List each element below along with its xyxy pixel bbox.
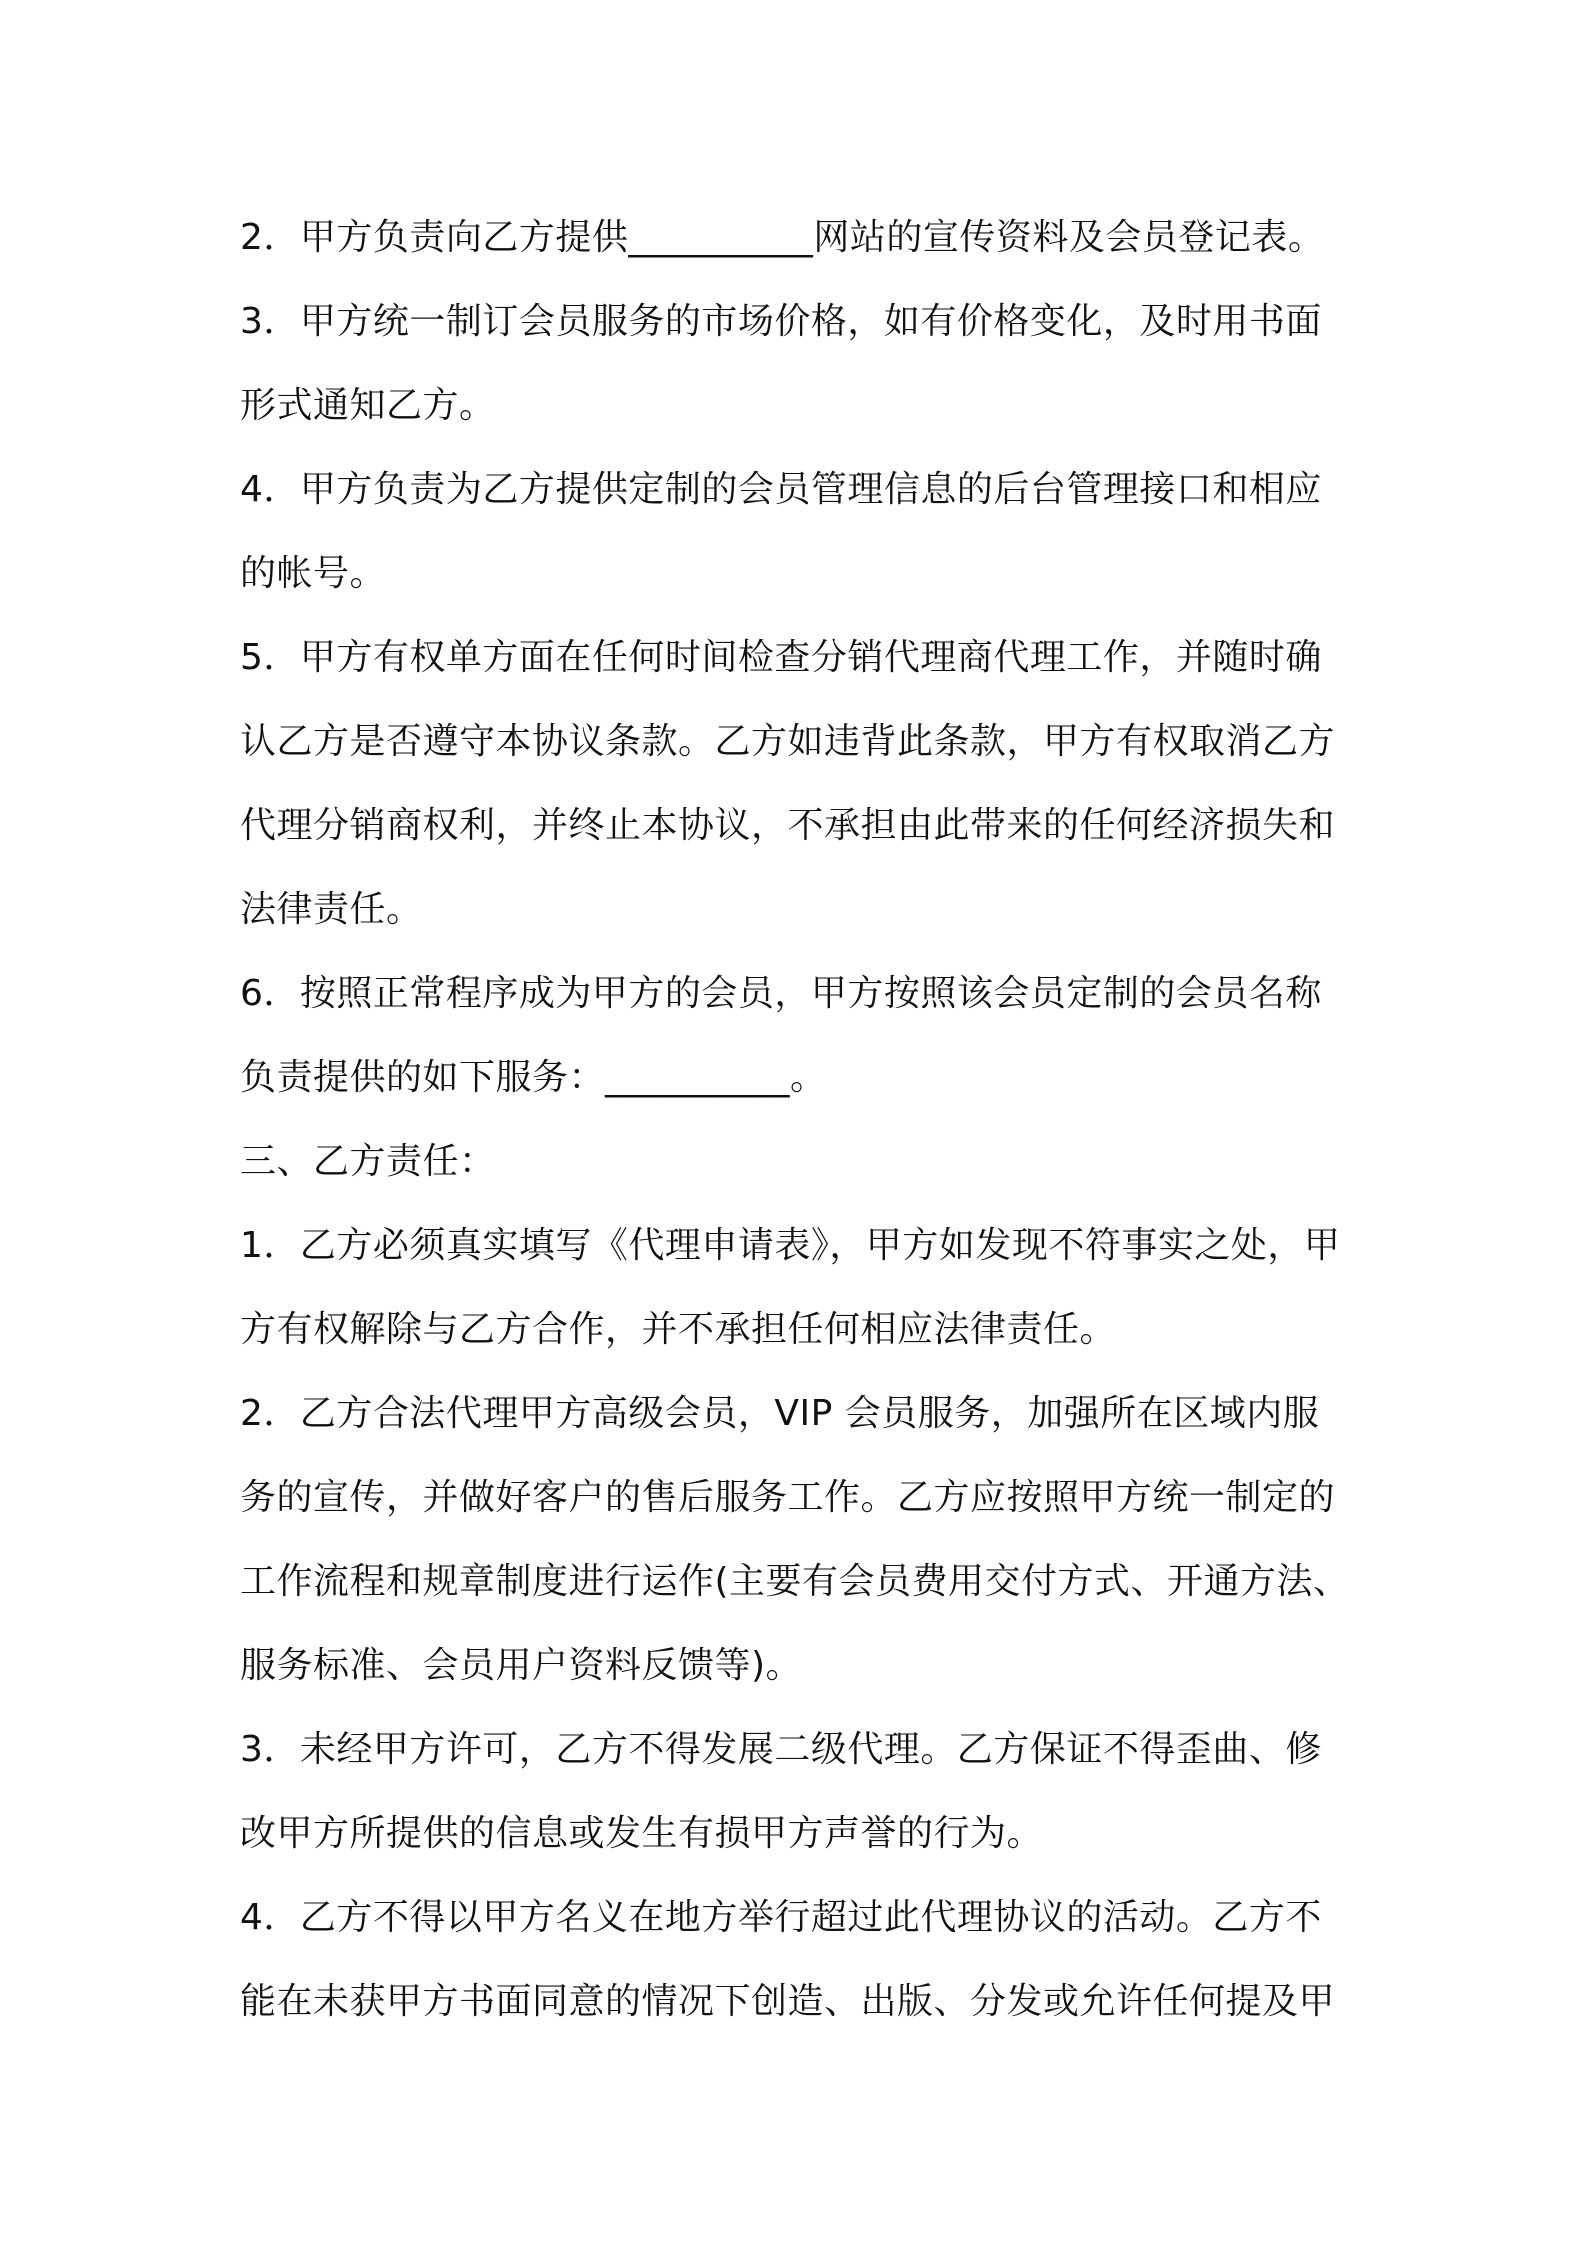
text-line: 务的宣传，并做好客户的售后服务工作。乙方应按照甲方统一制定的 [240,1477,1336,1518]
text-line: 3．未经甲方许可，乙方不得发展二级代理。乙方保证不得歪曲、修 [240,1729,1322,1770]
document-body [240,196,1360,2044]
text-line: 1．乙方必须真实填写《代理申请表》，甲方如发现不符事实之处，甲 [240,1225,1341,1266]
text-line: 服务标准、会员用户资料反馈等)。 [240,1645,803,1686]
section-heading: 三、乙方责任： [240,1141,496,1182]
text-line: 3．甲方统一制订会员服务的市场价格，如有价格变化，及时用书面 [240,301,1322,342]
text-line: 4．甲方负责为乙方提供定制的会员管理信息的后台管理接口和相应 [240,469,1322,510]
text-line: 4．乙方不得以甲方名义在地方举行超过此代理协议的活动。乙方不 [240,1897,1322,1938]
text-line: 2．乙方合法代理甲方高级会员，VIP 会员服务，加强所在区域内服 [240,1393,1320,1434]
text-line: 负责提供的如下服务：__________。 [240,1057,827,1098]
text-line: 5．甲方有权单方面在任何时间检查分销代理商代理工作，并随时确 [240,637,1322,678]
text-line: 2．甲方负责向乙方提供__________网站的宣传资料及会员登记表。 [240,217,1325,258]
text-line: 6．按照正常程序成为甲方的会员，甲方按照该会员定制的会员名称 [240,973,1322,1014]
text-line: 能在未获甲方书面同意的情况下创造、出版、分发或允许任何提及甲 [240,1981,1336,2022]
text-line: 改甲方所提供的信息或发生有损甲方声誉的行为。 [240,1813,1044,1854]
text-line: 工作流程和规章制度进行运作(主要有会员费用交付方式、开通方法、 [240,1561,1350,1602]
text-line: 方有权解除与乙方合作，并不承担任何相应法律责任。 [240,1309,1117,1350]
text-line: 认乙方是否遵守本协议条款。乙方如违背此条款，甲方有权取消乙方 [240,721,1336,762]
text-line: 代理分销商权利，并终止本协议，不承担由此带来的任何经济损失和 [240,805,1336,846]
text-line: 法律责任。 [240,889,423,930]
text-line: 形式通知乙方。 [240,385,496,426]
text-line: 的帐号。 [240,553,387,594]
